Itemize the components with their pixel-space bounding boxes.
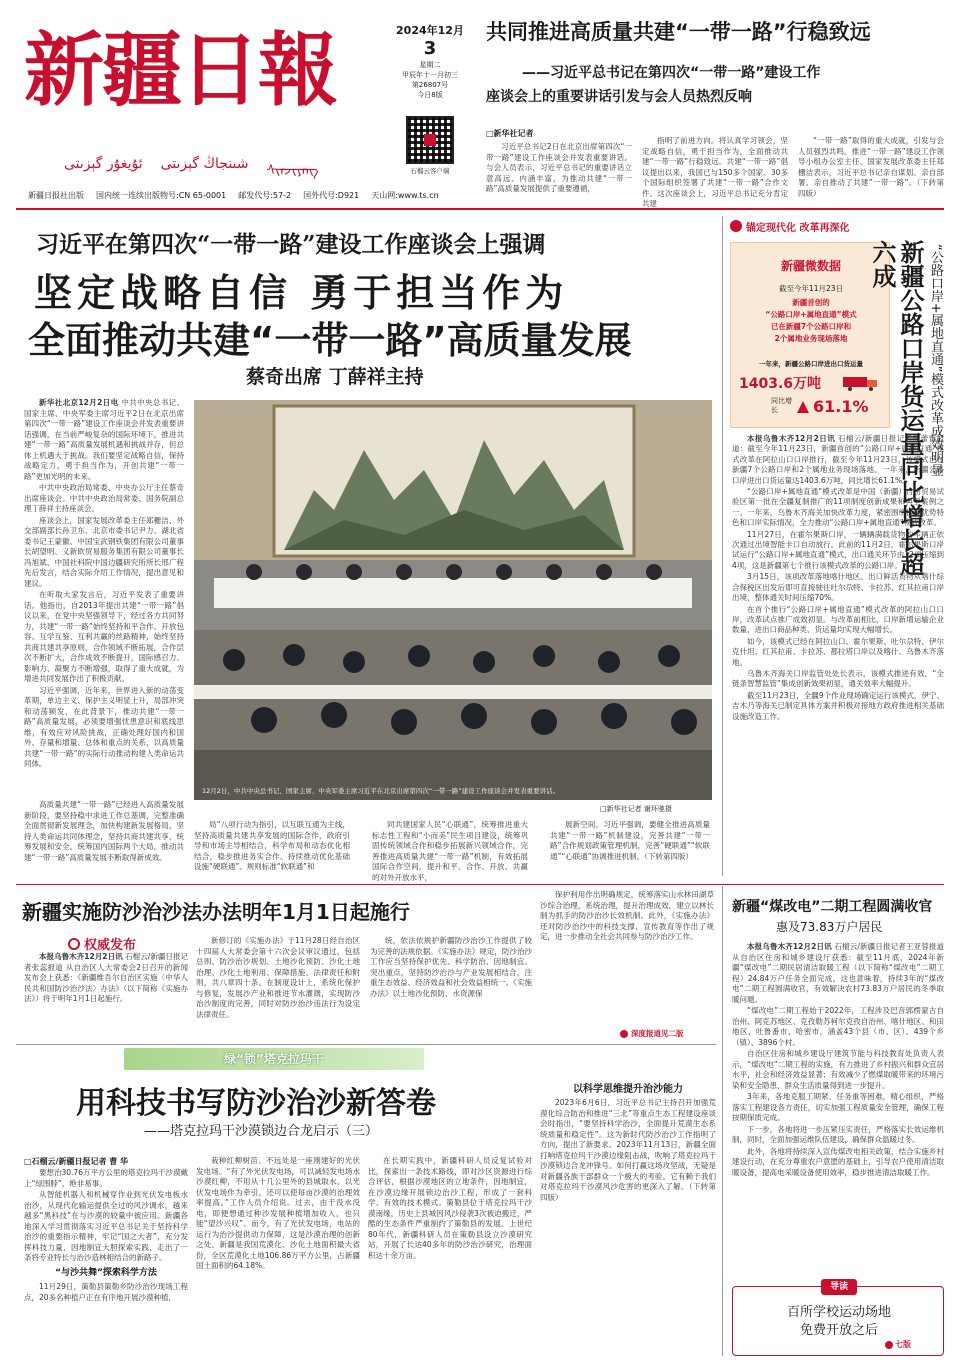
- top-story-col1: 习近平总书记2日在北京出席第四次“一带一路”建设工作座谈会并发表重要讲话。与会人员表示，习近平总书记的重要讲话立意高远、内涵丰富，为推动共建“一带一路”高质量发展提供了重要遵循，: [486, 142, 632, 193]
- seal-icon: [68, 938, 80, 950]
- desert-law-col3: 统，依法依规护新疆防沙治沙工作提供了较为完善的法规依据。《实施办法》规定，防沙治沙工作应当坚持保护优先、科学防治、因地制宜、突出重点，坚持防沙治沙与产业发展相结合，注重生态效益、经济效益和社会效益相统一。《实施办法》以土地沙化预防、水资源保: [370, 936, 532, 998]
- desert-law-tag: 权威发布: [68, 934, 136, 953]
- tech-banner: 绿“锁”塔克拉玛干: [124, 1048, 424, 1070]
- guide-headline-2: 免费开放之后: [799, 1323, 878, 1338]
- guide-headline-1: 百所学校运动场地: [786, 1305, 891, 1320]
- qr-logo-icon: [424, 134, 436, 146]
- tech-col2: 栽种红柳树苗。不远处是一座刚建好的光伏发电场。“有了外光伏发电场，可以减轻发电场水沙漠红柳，不用从十几公里外的县城取水。以光伏发电场作为牵引，还可以使每亩沙漠的治理效率提高。”工作人员介绍说。过去，由于没水没电，即便想通过种沙发展种植增加收入，也只能“望沙兴叹”。而今，有了光伏发电场，电站的运行为治沙提供动力保障，这是沙漠治理的创新之处。新疆是我国荒漠化、沙化土地面积最大省份，全区荒漠化土地106.86万平方公里，占新疆国土面积的64.18%。: [196, 1156, 360, 1270]
- side-vertical-subhead: “公路口岸+属地直通”模式改革成效明显: [928, 244, 943, 477]
- data-box-date: 截至今年11月23日: [778, 284, 844, 293]
- lead-bottom-col1: 局“八项行动为指引，以互联互通为主线，坚持高质量共建共享发展的国际合作，政府引导和市场主导相结合，科学布局和动态优化相结合，稳步推进务实合作。持续推动优化基础设施“硬联通”、规则标准“软联通”和: [194, 820, 350, 871]
- lead-photo[interactable]: [194, 400, 712, 800]
- mongolian-script: ᠰᠢᠨᠵᠢᠶᠠᠩ: [266, 163, 319, 179]
- lunar-date: 甲辰年十一月初三: [402, 71, 458, 79]
- qr-caption: 石榴云客户端: [410, 167, 450, 175]
- data-box: [730, 242, 890, 428]
- growth-arrow-icon: [797, 401, 809, 413]
- desert-law-col2: 新修订的《实施办法》于11月28日经自治区十四届人大常委会第十六次会议审议通过，包括总则、防沙治沙规划、土地沙化预防、沙化土地治理、沙化土地利用、保障措施、法律责任和附则，共八章四十条。在制度设计上，系统化保护与修复，发展沙产业和推进节水灌溉，实现防沙治沙制度的完善，同时对防沙治沙违法行为设定法律责任。: [196, 936, 360, 1019]
- lead-bottom-col3: 展新空间。习近平强调，要健全推进高质量共建“一带一路”机制建设，完善共建“一带一路”合作规划政策管理机制，完善“硬联通”“软联通”“心联通”协调推进机制。（下转第四版）: [550, 820, 710, 861]
- kazakh-script: شىنجاڭ گېزىتى: [160, 156, 249, 172]
- desert-law-dateline: 本报乌鲁木齐12月2日讯: [39, 952, 123, 961]
- infobar-cn: 国内统一连续出版物号:CN 65-0001: [96, 191, 227, 200]
- data-box-big-number: 1403.6万吨: [739, 376, 822, 392]
- page-ref-icon: [885, 1341, 893, 1349]
- right-bottom-divider: [722, 886, 723, 1356]
- infobar-post: 邮发代号:57-2: [238, 191, 292, 200]
- data-box-line1: 新疆首创的: [792, 298, 830, 307]
- masthead-infobar: [28, 190, 488, 204]
- infobar-intl: 国外代号:D921: [303, 191, 360, 200]
- infobar-website: 天山网:www.ts.cn: [371, 191, 439, 200]
- section-tag-text: 锚定现代化 改革再深化: [746, 222, 850, 234]
- tech-col3: 在长期实践中，新疆科研人员反复试验对比，探索出一条技术路线，即对沙区资源进行综合评估，根据沙漠地区的立地条件，因地制宜，在沙漠边缘开展锁边治沙工程，形成了一套科学、有效的技术模式。策勒县位于塔克拉玛干沙漠南缘，历史上县城因风沙侵袭3次被迫搬迁，严酷的生态条件严重制约了策勒县的发展。上世纪80年代，新疆科研人员在策勒县设立沙漠研究站，开展了长达40多年的防沙治沙研究，治理面积达十余万亩。: [368, 1156, 532, 1260]
- lead-col1-cont: 高质量共建“一带一路”已经进入高质量发展新阶段，要坚持稳中求进工作总基调，完整准确全面贯彻新发展理念，加快构建新发展格局，坚持人类命运共同体理念，坚持共商共建共享，统筹发展和安全，统筹国内国际两个大局，推动共建“一带一路”高质量发展不断取得新成效。: [24, 800, 184, 862]
- top-story-subhead-1: ——习近平总书记在第四次“一带一路”建设工作: [522, 65, 821, 81]
- tech-subhead: ——塔克拉玛干沙漠锁边合龙启示（三）: [144, 1124, 379, 1139]
- newspaper-logo: 新疆日報: [24, 23, 336, 117]
- coal-subhead: 惠及73.83万户居民: [776, 920, 883, 934]
- masthead-rule: [16, 208, 944, 210]
- page-count: 今日8版: [417, 91, 443, 99]
- qr-code[interactable]: [406, 116, 454, 164]
- photo-caption: 12月2日，中共中央总书记、国家主席、中央军委主席习近平在北京出席第四次“一带一路”建设工作座谈会并发表重要讲话。: [202, 787, 560, 795]
- guide-box[interactable]: [732, 1282, 944, 1356]
- tech-col4: 2023年6月6日，习近平总书记主持召开加强荒漠化综合防治和推进“三北”等重点生态工程建设座谈会时指出，“要坚持科学治沙，全面提升荒漠生态系统质量和稳定性”。这为新时代防沙治沙工作指明了方向，提出了新要求。2023年11月13日，新疆全面打响塔克拉玛干沙漠边缘阻击战，吹响了塔克拉玛干沙漠锁边合龙冲锋号。如何打赢这场攻坚战，无疑是对新疆各族干部群众一个极大的考验。它有赖于我们对塔克拉玛干沙漠风沙危害的更深入了解。（下转第四版）: [540, 1098, 716, 1202]
- lead-subhead: 蔡奇出席 丁薛祥主持: [246, 366, 424, 388]
- section-tag-icon: [730, 220, 742, 232]
- tech-byline: □石榴云/新疆日报记者 曹 华: [24, 1157, 129, 1166]
- data-box-title: 新疆微数据: [780, 259, 841, 273]
- lead-headline-1: 坚定战略自信 勇于担当作为: [34, 271, 569, 315]
- coal-dateline: 本报乌鲁木齐12月2日讯: [747, 942, 832, 951]
- tech-col1-subhead: “与沙共舞”探索科学方法: [55, 1267, 157, 1278]
- tech-col4-subhead: 以科学思维提升治沙能力: [573, 1084, 683, 1095]
- meeting-photo-illustration: [194, 400, 712, 800]
- truck-icon: [843, 375, 879, 391]
- law-bottom-rule: [16, 1044, 716, 1045]
- data-box-line5: 一年来，新疆公路口岸进出口货运量: [759, 360, 863, 368]
- date-year-month: 2024年12月: [396, 24, 464, 37]
- desert-law-headline: 新疆实施防沙治沙法办法明年1月1日起施行: [22, 900, 410, 924]
- lead-bottom-col2: 同共建国家人民“心联通”，统筹推进重大标志性工程和“小而美”民生项目建设，统筹巩固传统领域合作和稳步拓展新兴领域合作，完善推进高质量共建“一带一路”机制，有效拓展国际合作空间，提升和平、合作、开放、共赢的对外开放水平，: [372, 820, 528, 882]
- date-day: 3: [423, 38, 437, 59]
- side-vertical-headline: 新疆公路口岸货运量同比增长超六成: [868, 240, 924, 576]
- top-story-col2: 指明了前进方向。将认真学习领会，坚定战略自信，勇于担当作为，全面推动共建“一带一路”行稳致远。共建“一带一路”倡议提出以来，我国已与150多个国家、30多个国际组织签署了共建“一带一路”合作文件。这次座谈会上，习近平总书记充分肯定共建: [642, 136, 788, 208]
- mid-rule: [16, 884, 944, 885]
- data-box-growth-value: 61.1%: [813, 397, 869, 416]
- arrow-icon: [620, 1030, 628, 1038]
- uyghur-script: ئۇيغۇر گېزىتى: [64, 156, 143, 172]
- weekday: 星期二: [419, 61, 441, 69]
- photo-credit: □新华社记者 谢环驰摄: [600, 805, 672, 813]
- data-box-line3: 已在新疆7个公路口岸和: [770, 322, 852, 331]
- lead-kicker: 习近平在第四次“一带一路”建设工作座谈会上强调: [36, 231, 546, 258]
- desert-law-tag2[interactable]: 深度报道见二版: [620, 1028, 684, 1039]
- masthead-scripts: [64, 156, 364, 180]
- desert-law-col1: 本报乌鲁木齐12月2日讯 石榴云/新疆日报记者张蕊报道 从自治区人大常委会2日召开的新闻发布会上获悉：《新疆维吾尔自治区实施〈中华人民共和国防沙治沙法〉办法》（以下简称《实施办法》）将于明年1月1日起施行。: [24, 952, 189, 1003]
- side-divider: [722, 216, 723, 876]
- side-feature-text: 本报乌鲁木齐12月2日讯 石榴云/新疆日报记者陈蕾蕾报道：截至今年11月23日，新疆首创的“公路口岸+属地直通”模式改革在阿拉山口口岸推行，截至今年11月23日，该模式已在新疆7个公路口岸和2个属地业务现场落地。一年来，新疆公路口岸进出口货运量达1403.6万吨，同比增长61.1%。 “公路口岸+属地直通”模式改革是中国（新疆）自由贸易试验区第一批在全疆复制推广的11项制度创新成果和典型案例之一。一年来，乌鲁木齐海关加快改革力度，紧密围绕区域优势特色和口岸实际情况，全力推动“公路口岸+属地直通”模式改革。 11月27日，在霍尔果斯口岸，一辆辆满载货物的车辆正依次通过出境智能卡口自动放行。此前的11月2日，霍尔果斯口岸试运行“公路口岸+属地直通”模式，出口通关环节由12项压缩到4项，这是新疆第七个推行该模式改革的公路口岸。 3月15日，该项改革落地喀什地区。出口鲜活货物从喀什综合保税区出发后即可直接驶往吐尔尕特、卡拉苏、红其拉甫口岸出境，整体通关时间压缩70%。 在首个推行“公路口岸+属地直通”模式改革的阿拉山口口岸，改革试点推广成效初显。与改革前相比，口岸新增运输企业数量、进出口商品种类、货运量均实现大幅增长。 如今，该模式已经在阿拉山口、霍尔果斯、吐尔尕特、伊尔克什坦、红其拉甫、卡拉苏、都拉塔口岸以及喀什、乌鲁木齐落地。 乌鲁木齐海关口岸监管处处长表示，该模式推进有效，“全链条智慧监管”集成创新效果初显，通关效率大幅提升。 截至11月23日，全疆9个作业现场确定运行该模式，伊宁、吉木乃等海关已制定具体方案并积极对接地方政府推进相关基础设施改造工作。: [732, 434, 944, 721]
- coal-text: 本报乌鲁木齐12月2日讯 石榴云/新疆日报记者王亚蓉报道 从自治区住房和城乡建设厅获悉：截至11月底，2024年新疆“煤改电”二期民居清洁取暖工程（以下简称“煤改电”二期工程）24.84万户任务全面完成，这也意味着，持续3年的“煤改电”二期工程圆满收官，有效解决农村73.83万户居民的冬季取暖问题。 “煤改电”二期工程始于2022年，工程涉及巴音郭楞蒙古自治州、阿克苏地区、克孜勒苏柯尔克孜自治州、喀什地区、和田地区、吐鲁番市、哈密市，涵盖43个县（市、区）、439个乡（镇）、3896个村。 自治区住房和城乡建设厅建筑节能与科技教育处负责人表示，“煤改电”二期工程的实施，有力推进了乡村振兴和群众宜居水平，社会和经济效益显著；有效减少了燃煤取暖带来的环境污染和安全隐患，群众生活质量得到进一步提升。 3年来，各地克服工期紧、任务重等困难，精心组织，严格落实工程建设各方责任，切实加强工程质量安全管理，确保工程按期保质完成。 下一步，各地将进一步压紧压实责任，严格落实长效运维机制，同时，全面加强运维队伍建设，确保群众温暖过冬。 此外，各地将持续深入宣传煤改电相关政策，结合实施乡村建设行动，在充分尊重农户意愿的基础上，引导农户使用清洁取暖设备，提高电采暖设备使用效率，稳步推进清洁取暖工作。: [732, 942, 945, 1177]
- top-story-byline: □新华社记者: [486, 129, 534, 138]
- date-block: [390, 22, 470, 100]
- coal-headline: 新疆“煤改电”二期工程圆满收官: [732, 899, 933, 915]
- tech-col1: 要想治30.76万平方公里的塔克拉玛干沙漠戴上“绿围脖”，绝非易事。 从智能机器人和机械穿作业到光伏发电板水治沙，从现代化输运提供全过的风沙调水，越来越多“黑科技”在与沙漠的较量中被应用。新疆各地深入学习贯彻落实习近平总书记关于坚持科学治沙的重要指示精神，牢记“国之大者”，充分发挥科技力量，因地制宜大胆探索实践，走出了一条将专业特长与治沙造林相结合的新路子。 “与沙共舞”探索科学方法 11月29日，策勒县策勒乡防沙治沙现场工程点，20多名种植户正在有序地开展沙漠种植，: [24, 1168, 188, 1302]
- side-feature-dateline: 本报乌鲁木齐12月2日讯: [747, 434, 836, 443]
- guide-label: 导读: [821, 1279, 857, 1295]
- masthead: [24, 14, 480, 214]
- lead-headline-2: 全面推动共建“一带一路”高质量发展: [28, 319, 632, 362]
- lead-col1: 新华社北京12月2日电 中共中央总书记、国家主席、中央军委主席习近平2日在北京出席第四次“一带一路”建设工作座谈会并发表重要讲话强调，在当前严峻复杂的国际环境下，推进共建“一带一路”高质量发展机遇和挑战并存，但总体上机遇大于挑战。我们要坚定战略自信，保持战略定力，勇于担当作为，开创共建“一带一路”更加光明的未来。 中共中央政治局常委、中央办公厅主任蔡奇出席座谈会。中共中央政治局常委、国务院副总理丁薛祥主持座谈会。 座谈会上，国家发展改革委主任郑栅洁、外交部副部长孙卫东、北京市委书记尹力、湖北省委书记王蒙徽、中国宝武钢铁集团有限公司董事长胡望明、义新欧贸易服务集团有限公司董事长冯旭斌、中国社科院中国边疆研究所所长邢广程先后发言，结合实际介绍工作情况，提出意见和建议。 在听取大家发言后，习近平发表了重要讲话。他指出，自2013年提出共建“一带一路”倡议以来，在党中央坚强领导下，经过各方共同努力，共建“一带一路”始终坚持和平合作、开放包容、互学互鉴、互利共赢的丝路精神，始终坚持共商共建共享原则，合作领域不断拓展，合作层次不断扩大，合作成效不断提升，国际感召力、影响力、凝聚力不断增强，取得了重大成就，为增进共同发展作出了积极贡献。 习近平强调，近年来，世界进入新的动荡变革期，单边主义、保护主义明显上升，局部冲突和动荡频发，在此背景下，推动共建“一带一路”高质量发展，必须要增强忧患意识和底线思维，有效应对风险挑战，正确处理好国内和国外、存量和增量、总体和重点的关系，以高质量共建“一带一路”的实际行动推动构建人类命运共同体。: [24, 398, 185, 768]
- tech-headline: 用科技书写防沙治沙新答卷: [76, 1086, 436, 1121]
- data-box-line2: “公路口岸+属地直通”模式: [765, 310, 857, 319]
- top-story-col3: “一带一路”取得的重大成就，引发与会人员强烈共鸣。推进“一带一路”建设工作领导小组办公室主任、国家发展改革委主任郑栅洁表示，习近平总书记亲自谋划、亲自部署、亲自推动了共建“一带一路”。（下转第四版）: [798, 136, 944, 198]
- top-story: [486, 14, 944, 208]
- top-story-headline: 共同推进高质量共建“一带一路”行稳致远: [486, 20, 871, 44]
- infobar-publisher: 新疆日报社出版: [28, 191, 84, 200]
- top-story-subhead-2: 座谈会上的重要讲话引发与会人员热烈反响: [486, 89, 752, 105]
- lead-dateline: 新华社北京12月2日电: [39, 398, 119, 407]
- data-box-growth-label: 同比增长: [771, 397, 792, 414]
- guide-page-ref: 七版: [885, 1339, 911, 1350]
- issue-number: 第26807号: [411, 81, 449, 89]
- data-box-line4: 2个属地业务现场落地: [774, 334, 848, 343]
- desert-law-col4: 保护利用作出明确规定，统筹落实山水林田湖草沙综合治理，系统治理，提升治理成效，建立以林长制为抓手的防沙治沙长效机制。此外，《实施办法》还对防沙治沙中的科技支撑、宣传教育等作出了规定，进一步推动全社会共同参与防沙治沙工作。: [540, 890, 714, 941]
- section-tag: [730, 218, 944, 234]
